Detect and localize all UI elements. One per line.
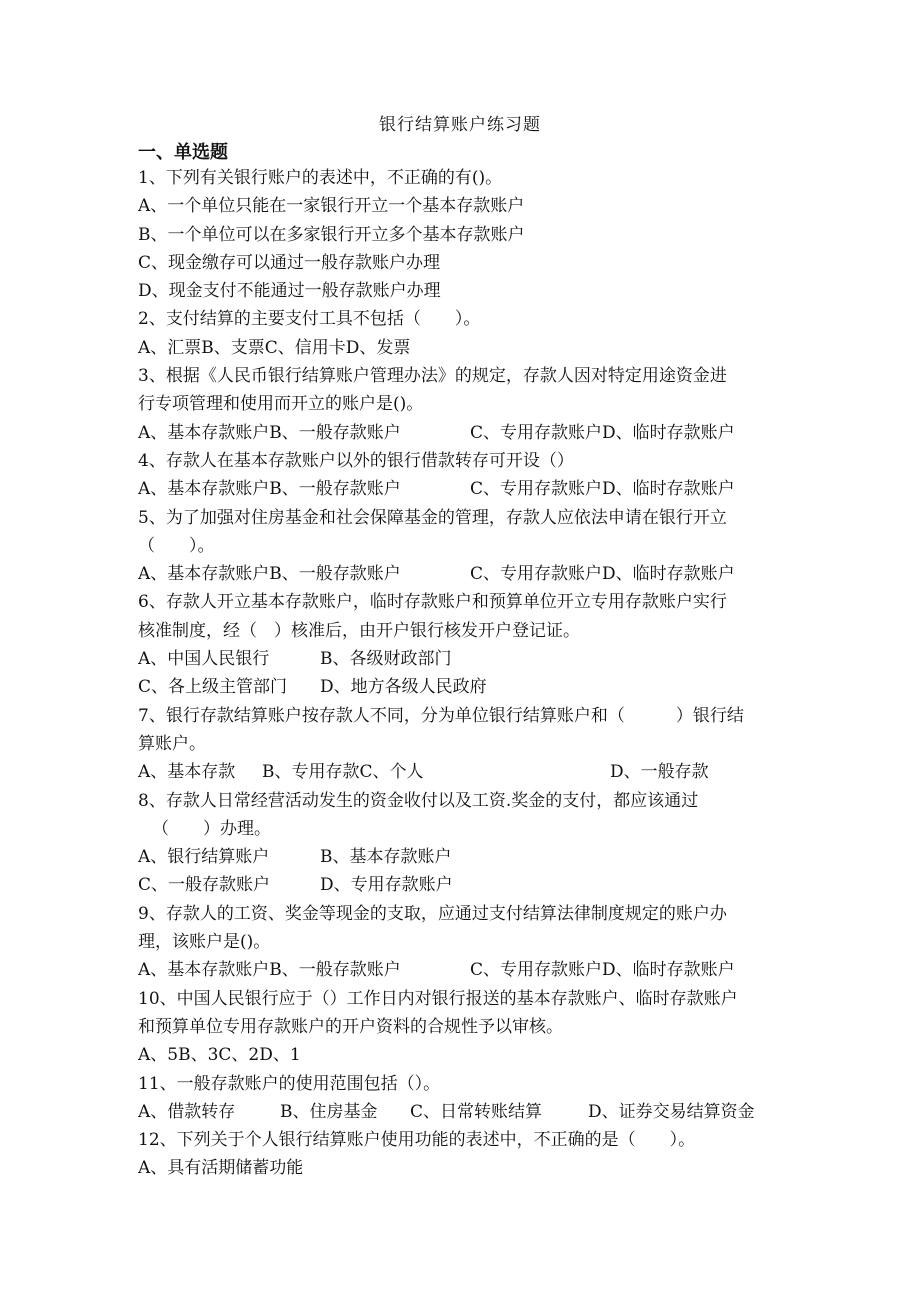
question-5-options	[138, 560, 788, 588]
question-1-option-b: B、一个单位可以在多家银行开立多个基本存款账户	[138, 224, 525, 245]
question-9-stem-line-1: 9、存款人的工资、奖金等现金的支取，应通过支付结算法律制度规定的账户办	[138, 903, 727, 924]
question-5-options-cd: C、专用存款账户D、临时存款账户	[470, 564, 735, 585]
question-11-stem: 11、一般存款账户的使用范围包括（）。	[138, 1073, 441, 1094]
question-11-option-d: D、证券交易结算资金	[588, 1101, 755, 1122]
question-5-options-ab: A、基本存款账户B、一般存款账户	[138, 564, 401, 585]
question-10-stem-line-2: 和预算单位专用存款账户的开户资料的合规性予以审核。	[138, 1016, 563, 1037]
question-2-options: A、汇票B、支票C、信用卡D、发票	[138, 337, 411, 358]
question-3-stem-line-1: 3、根据《人民币银行结算账户管理办法》的规定，存款人因对特定用途资金进	[138, 366, 727, 387]
question-6-option-c: C、各上级主管部门	[138, 677, 288, 698]
question-3-options-cd: C、专用存款账户D、临时存款账户	[470, 422, 735, 443]
question-11-option-a: A、借款转存	[138, 1101, 236, 1122]
question-5-stem-line-1: 5、为了加强对住房基金和社会保障基金的管理，存款人应依法申请在银行开立	[138, 507, 727, 528]
question-1-option-c: C、现金缴存可以通过一般存款账户办理	[138, 252, 441, 273]
question-7-stem-line-2: 算账户。	[138, 733, 206, 754]
question-6-stem-line-1: 6、存款人开立基本存款账户，临时存款账户和预算单位开立专用存款账户实行	[138, 592, 727, 613]
question-list	[138, 164, 788, 1183]
question-3-stem-line-2: 行专项管理和使用而开立的账户是()。	[138, 394, 424, 415]
question-7-option-a: A、基本存款	[138, 762, 236, 783]
question-6-option-a: A、中国人民银行	[138, 649, 270, 670]
question-8-option-b: B、基本存款账户	[320, 847, 452, 868]
question-6-options-cd	[138, 673, 788, 701]
question-1-stem: 1、下列有关银行账户的表述中，不正确的有()。	[138, 168, 503, 188]
question-1-option-d: D、现金支付不能通过一般存款账户办理	[138, 281, 441, 302]
question-6-option-d: D、地方各级人民政府	[320, 677, 487, 698]
question-7-option-d: D、一般存款	[610, 762, 709, 783]
question-8-options-cd	[138, 871, 788, 899]
question-8-stem-line-2: （ ）办理。	[152, 818, 271, 839]
question-4-options-cd: C、专用存款账户D、临时存款账户	[470, 479, 735, 500]
question-11-option-b: B、住房基金	[280, 1101, 378, 1122]
question-6-stem-line-2: 核准制度，经（ ）核准后，由开户银行核发开户登记证。	[138, 620, 580, 641]
question-6-option-b: B、各级财政部门	[320, 649, 452, 670]
question-3-options-ab: A、基本存款账户B、一般存款账户	[138, 422, 401, 443]
question-7-options	[138, 758, 788, 786]
question-9-stem-line-2: 理，该账户是()。	[138, 932, 271, 953]
section-heading: 一、单选题	[138, 142, 228, 163]
question-10-options: A、5B、3C、2D、1	[138, 1045, 301, 1066]
question-11-option-c: C、日常转账结算	[410, 1101, 543, 1122]
question-8-options-ab	[138, 843, 788, 871]
question-12-option-a: A、具有活期储蓄功能	[138, 1158, 304, 1179]
question-4-options	[138, 475, 788, 503]
question-9-options-ab: A、基本存款账户B、一般存款账户	[138, 960, 401, 981]
question-7-options-bc: B、专用存款C、个人	[262, 762, 424, 783]
question-5-stem-line-2: （ ）。	[138, 535, 215, 556]
question-8-option-c: C、一般存款账户	[138, 875, 271, 896]
question-11-options	[138, 1098, 788, 1126]
question-3-options	[138, 419, 788, 447]
question-8-option-a: A、银行结算账户	[138, 847, 270, 868]
question-8-option-d: D、专用存款账户	[320, 875, 453, 896]
question-1-option-a: A、一个单位只能在一家银行开立一个基本存款账户	[138, 196, 525, 217]
question-7-stem-line-1: 7、银行存款结算账户按存款人不同，分为单位银行结算账户和（ ）银行结	[138, 705, 744, 726]
question-6-options-ab	[138, 645, 788, 673]
question-8-stem-line-1: 8、存款人日常经营活动发生的资金收付以及工资.奖金的支付，都应该通过	[138, 790, 699, 811]
question-9-options	[138, 956, 788, 984]
question-10-stem-line-1: 10、中国人民银行应于（）工作日内对银行报送的基本存款账户、临时存款账户	[138, 988, 738, 1009]
question-4-options-ab: A、基本存款账户B、一般存款账户	[138, 479, 401, 500]
question-2-stem: 2、支付结算的主要支付工具不包括（ ）。	[138, 309, 481, 330]
question-9-options-cd: C、专用存款账户D、临时存款账户	[470, 960, 735, 981]
question-4-stem: 4、存款人在基本存款账户以外的银行借款转存可开设（）	[138, 450, 574, 471]
question-12-stem: 12、下列关于个人银行结算账户使用功能的表述中，不正确的是（ ）。	[138, 1130, 696, 1151]
page-title: 银行结算账户练习题	[379, 115, 541, 135]
